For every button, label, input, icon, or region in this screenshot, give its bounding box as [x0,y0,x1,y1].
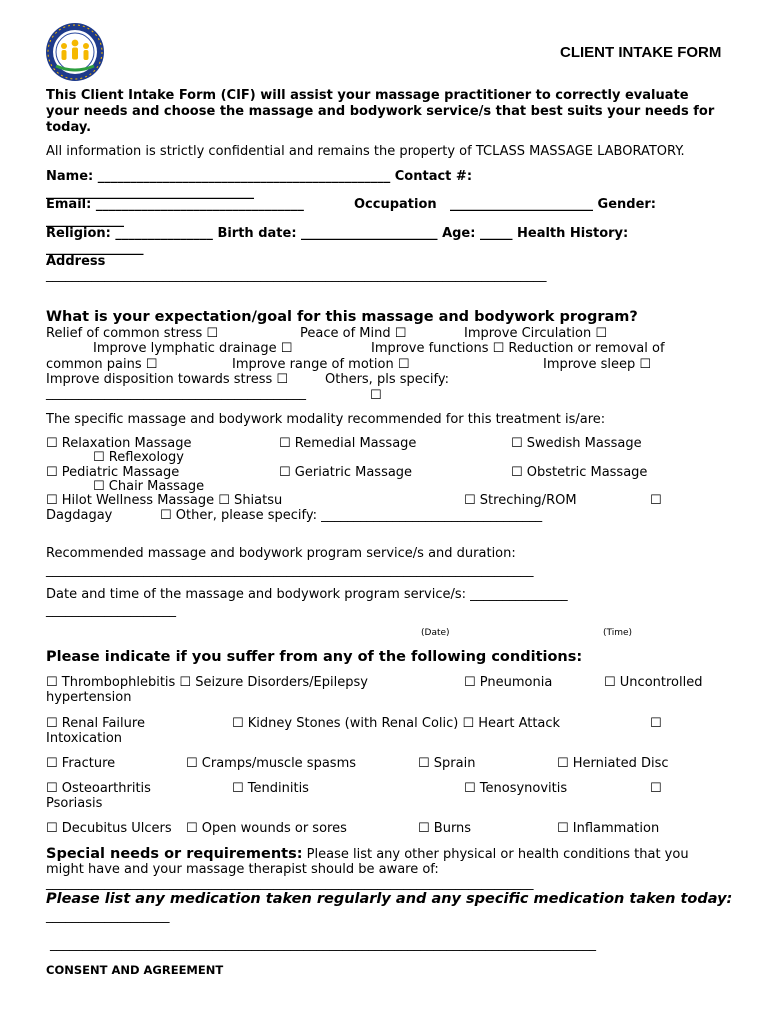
modality-obstetric[interactable]: ☐ Obstetric Massage [511,465,648,480]
condition-psoriasis-checkbox[interactable]: ☐ [650,781,662,796]
datetime-field[interactable]: Date and time of the massage and bodywork program service/s: _______________ [46,587,568,602]
occupation-label: Occupation [354,197,437,212]
condition-open-wounds[interactable]: ☐ Open wounds or sores [186,821,347,836]
consent-heading: CONSENT AND AGREEMENT [46,963,224,977]
goal-improve-sleep[interactable]: Improve sleep ☐ [543,357,652,372]
occupation-field[interactable]: ______________________ Gender: [450,197,657,212]
goal-range-of-motion[interactable]: Improve range of motion ☐ [232,357,410,372]
condition-hypertension-label: hypertension [46,690,132,705]
confidentiality-note: All information is strictly confidential and remains the property of TCLASS MASSAGE LABORATORY. [46,144,685,159]
name-field[interactable]: Name: _____________________________________________ Contact #: [46,169,473,184]
goal-peace-of-mind[interactable]: Peace of Mind ☐ [300,326,407,341]
health-history-line[interactable]: _______________ [46,241,144,256]
condition-thrombophlebitis-seizure[interactable]: ☐ Thrombophlebitis ☐ Seizure Disorders/Epilepsy [46,675,368,690]
address-field[interactable]: _____________________________________________________________________________ [46,268,547,283]
condition-tendinitis[interactable]: ☐ Tendinitis [232,781,309,796]
condition-uncontrolled[interactable]: ☐ Uncontrolled [604,675,703,690]
modality-swedish[interactable]: ☐ Swedish Massage [511,436,642,451]
goal-others-label: Others, pls specify: [325,372,449,387]
organization-logo [42,22,108,82]
modality-reflexology[interactable]: ☐ Reflexology [93,450,184,465]
modality-intro: The specific massage and bodywork modality recommended for this treatment is/are: [46,412,606,427]
condition-fracture[interactable]: ☐ Fracture [46,756,116,771]
goal-common-pains[interactable]: common pains ☐ [46,357,158,372]
email-field[interactable]: Email: ________________________________ [46,197,304,212]
intro-paragraph: This Client Intake Form (CIF) will assist your massage practitioner to correctly evaluate your needs and choose the massage and bodywork service/s that best suits your needs for today. [46,88,715,135]
condition-psoriasis-label: Psoriasis [46,796,103,811]
condition-osteoarthritis[interactable]: ☐ Osteoarthritis [46,781,151,796]
special-needs-text-cont: might have and your massage therapist should be aware of: [46,862,439,877]
modality-remedial[interactable]: ☐ Remedial Massage [279,436,417,451]
medication-field-1[interactable]: ___________________ [46,909,170,924]
recommended-program-field[interactable]: ___________________________________________________________________________ [46,563,534,578]
recommended-program-label: Recommended massage and bodywork program service/s and duration: [46,546,516,561]
condition-decubitus-ulcers[interactable]: ☐ Decubitus Ulcers [46,821,172,836]
condition-kidney-heart[interactable]: ☐ Kidney Stones (with Renal Colic) ☐ Heart Attack [232,716,561,731]
form-title: CLIENT INTAKE FORM [560,44,722,61]
condition-cramps[interactable]: ☐ Cramps/muscle spasms [186,756,357,771]
goal-improve-functions[interactable]: Improve functions ☐ Reduction or removal of [371,341,665,356]
special-needs-field[interactable]: ___________________________________________________________________________ [46,876,534,891]
condition-burns[interactable]: ☐ Burns [418,821,472,836]
datetime-field-cont[interactable]: ____________________ [46,603,176,618]
goals-heading: What is your expectation/goal for this massage and bodywork program? [46,309,638,325]
condition-tenosynovitis[interactable]: ☐ Tenosynovitis [464,781,568,796]
condition-intoxication-checkbox[interactable]: ☐ [650,716,662,731]
modality-dagdagay-checkbox[interactable]: ☐ [650,493,662,508]
contact-field-line[interactable]: ________________________________ [46,185,254,200]
condition-sprain[interactable]: ☐ Sprain [418,756,476,771]
goal-others-checkbox[interactable]: ☐ [370,388,382,403]
modality-pediatric[interactable]: ☐ Pediatric Massage [46,465,180,480]
address-label: Address [46,254,106,269]
modality-geriatric[interactable]: ☐ Geriatric Massage [279,465,413,480]
condition-herniated-disc[interactable]: ☐ Herniated Disc [557,756,669,771]
medication-label: Please list any medication taken regularly and any specific medication taken today: [46,891,733,907]
time-caption: (Time) [603,628,633,638]
modality-relaxation[interactable]: ☐ Relaxation Massage [46,436,192,451]
condition-renal-failure[interactable]: ☐ Renal Failure [46,716,145,731]
conditions-heading: Please indicate if you suffer from any of the following conditions: [46,649,583,665]
religion-birthdate-age-row[interactable]: Religion: _______________ Birth date: _____________________ Age: _____ Health History: [46,226,629,241]
goal-lymphatic-drainage[interactable]: Improve lymphatic drainage ☐ [93,341,293,356]
goal-improve-circulation[interactable]: Improve Circulation ☐ [464,326,607,341]
medication-field-2[interactable]: ____________________________________________________________________________________ [50,937,596,952]
goal-relief-stress[interactable]: Relief of common stress ☐ [46,326,219,341]
modality-dagdagay-label: Dagdagay [46,508,113,523]
gender-field-line[interactable]: ____________ [46,213,124,228]
date-caption: (Date) [421,628,450,638]
modality-hilot-shiatsu[interactable]: ☐ Hilot Wellness Massage ☐ Shiatsu [46,493,283,508]
condition-intoxication-label: Intoxication [46,731,123,746]
modality-other[interactable]: ☐ Other, please specify: __________________________________ [160,508,543,523]
special-needs-text: Please list any other physical or health conditions that you [302,847,689,862]
goal-others-field[interactable]: ________________________________________ [46,386,306,401]
condition-pneumonia[interactable]: ☐ Pneumonia [464,675,553,690]
condition-inflammation[interactable]: ☐ Inflammation [557,821,660,836]
goal-disposition-stress[interactable]: Improve disposition towards stress ☐ [46,372,289,387]
special-needs-row [46,846,689,862]
modality-chair[interactable]: ☐ Chair Massage [93,479,205,494]
modality-streching[interactable]: ☐ Streching/ROM [464,493,577,508]
special-needs-label: Special needs or requirements: [46,846,303,862]
